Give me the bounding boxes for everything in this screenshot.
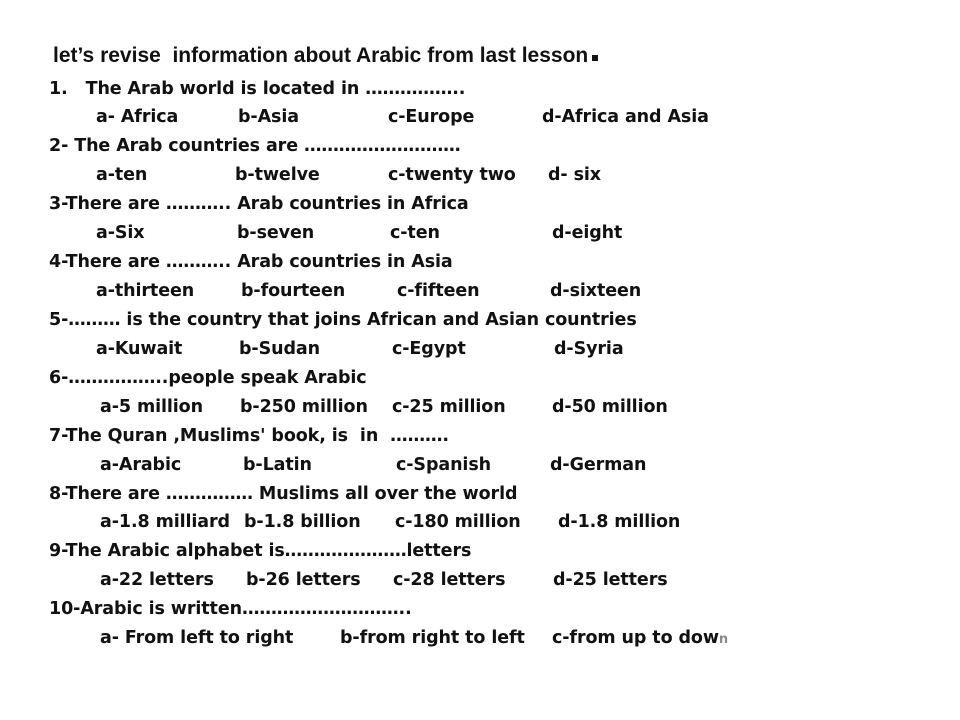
- option-6b: b-250 million: [240, 397, 368, 417]
- option-8b: b-1.8 billion: [244, 512, 361, 532]
- question-3: 3-There are ……….. Arab countries in Africa: [49, 194, 469, 214]
- option-8a: a-1.8 milliard: [100, 512, 230, 532]
- option-1d: d-Africa and Asia: [542, 107, 709, 127]
- option-6d: d-50 million: [552, 397, 668, 417]
- option-9b: b-26 letters: [246, 570, 361, 590]
- option-5a: a-Kuwait: [96, 339, 183, 359]
- option-3a: a-Six: [96, 223, 145, 243]
- question-6: 6-……………..people speak Arabic: [49, 368, 367, 388]
- option-10c-text: c-from up to dow: [552, 628, 719, 648]
- option-10c: [552, 627, 728, 651]
- option-4a: a-thirteen: [96, 281, 195, 301]
- heading-text: let’s revise information about Arabic from last lesson: [53, 44, 589, 67]
- option-3c: c-ten: [390, 223, 440, 243]
- option-7b: b-Latin: [243, 455, 312, 475]
- option-2a: a-ten: [96, 165, 148, 185]
- option-1c: c-Europe: [388, 107, 475, 127]
- option-7a: a-Arabic: [100, 455, 182, 475]
- option-2d: d- six: [548, 165, 601, 185]
- option-6a: a-5 million: [100, 397, 203, 417]
- option-9d: d-25 letters: [553, 570, 668, 590]
- option-10c-trailing-letter: n: [718, 632, 729, 647]
- option-3b: b-seven: [237, 223, 315, 243]
- question-5: 5-……… is the country that joins African and Asian countries: [49, 310, 637, 330]
- option-7c: c-Spanish: [396, 455, 492, 475]
- question-2: 2- The Arab countries are ………………………: [49, 136, 461, 156]
- worksheet-heading: [53, 43, 598, 69]
- option-9a: a-22 letters: [100, 570, 214, 590]
- option-4d: d-sixteen: [550, 281, 642, 301]
- option-7d: d-German: [550, 455, 647, 475]
- question-1: 1. The Arab world is located in ……………..: [49, 79, 466, 99]
- question-4: 4-There are ……….. Arab countries in Asia: [49, 252, 453, 272]
- option-8c: c-180 million: [395, 512, 521, 532]
- option-5c: c-Egypt: [392, 339, 466, 359]
- option-3d: d-eight: [552, 223, 623, 243]
- option-1b: b-Asia: [238, 107, 299, 127]
- option-4c: c-fifteen: [397, 281, 480, 301]
- option-10a: a- From left to right: [100, 628, 294, 648]
- option-2c: c-twenty two: [388, 165, 516, 185]
- question-10: 10-Arabic is written………………………..: [49, 599, 412, 619]
- question-9: 9-The Arabic alphabet is…………………letters: [49, 541, 472, 561]
- question-8: 8-There are …………… Muslims all over the world: [49, 484, 518, 504]
- option-5b: b-Sudan: [239, 339, 320, 359]
- option-8d: d-1.8 million: [558, 512, 681, 532]
- option-5d: d-Syria: [554, 339, 624, 359]
- option-9c: c-28 letters: [393, 570, 506, 590]
- option-1a: a- Africa: [96, 107, 179, 127]
- option-10b: b-from right to left: [340, 628, 525, 648]
- option-2b: b-twelve: [235, 165, 320, 185]
- option-4b: b-fourteen: [241, 281, 346, 301]
- square-bullet-icon: [592, 55, 598, 61]
- option-6c: c-25 million: [392, 397, 506, 417]
- question-7: 7-The Quran ,Muslims' book, is in ……….: [49, 426, 449, 446]
